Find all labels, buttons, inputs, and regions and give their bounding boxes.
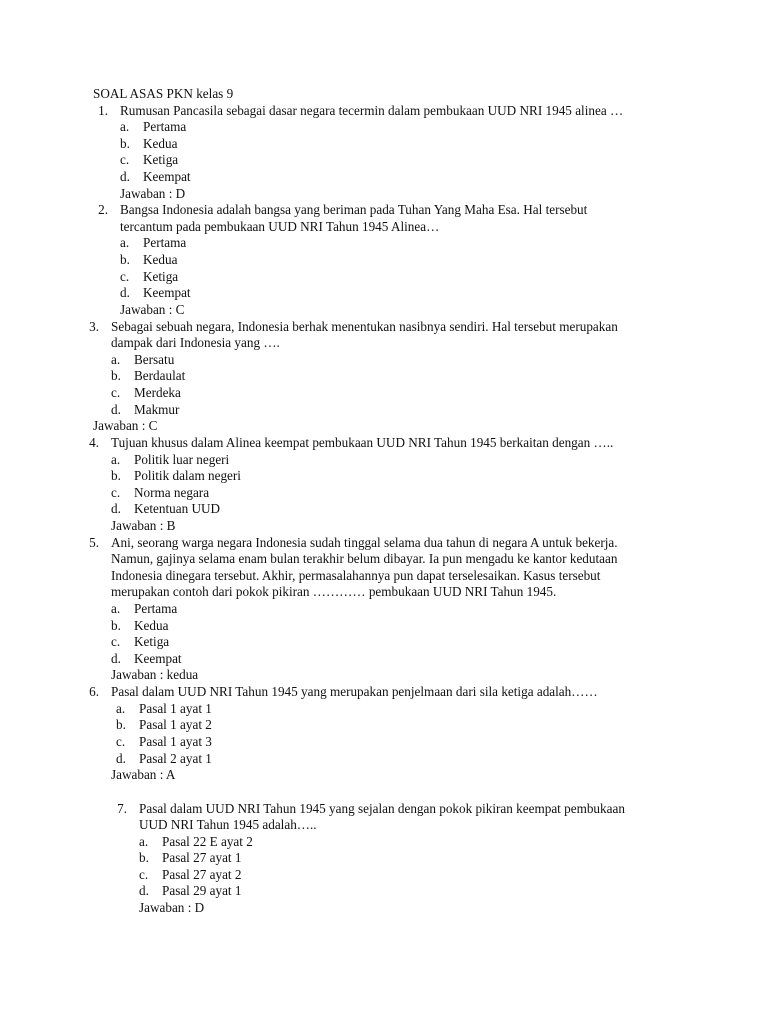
- answer-option: [116, 717, 768, 734]
- option-letter: a.: [120, 119, 130, 135]
- option-text: Bersatu: [134, 351, 175, 367]
- answer-option: [111, 501, 768, 518]
- option-letter: a.: [111, 601, 121, 617]
- option-letter: b.: [139, 850, 149, 866]
- answer-option: [120, 169, 768, 186]
- answer-option: [111, 601, 768, 618]
- option-letter: d.: [120, 285, 130, 301]
- option-text: Politik dalam negeri: [134, 468, 241, 484]
- question-number: 3.: [89, 318, 99, 334]
- question-text: UUD NRI Tahun 1945 adalah…..: [139, 817, 317, 833]
- question-7: [0, 801, 768, 917]
- question-number: 5.: [89, 534, 99, 550]
- question-number: 6.: [89, 684, 99, 700]
- question-text: Rumusan Pancasila sebagai dasar negara tecermin dalam pembukaan UUD NRI 1945 alinea …: [120, 102, 624, 118]
- option-text: Pertama: [134, 601, 178, 617]
- option-letter: b.: [116, 717, 126, 733]
- answer-option: [111, 368, 768, 385]
- answer-option: [111, 618, 768, 635]
- question-text: tercantum pada pembukaan UUD NRI Tahun 1945 Alinea…: [120, 218, 440, 234]
- option-letter: d.: [111, 401, 121, 417]
- question-text-line: [0, 817, 768, 834]
- question-1: [0, 103, 768, 203]
- option-letter: d.: [139, 883, 149, 899]
- answer-key: Jawaban : C: [93, 418, 158, 434]
- answer-option: [111, 634, 768, 651]
- answer-option: [139, 834, 768, 851]
- answer-option: [111, 385, 768, 402]
- answer-option: [120, 235, 768, 252]
- option-letter: c.: [139, 866, 149, 882]
- option-text: Ketiga: [143, 152, 179, 168]
- option-letter: c.: [120, 152, 130, 168]
- question-text: Bangsa Indonesia adalah bangsa yang beriman pada Tuhan Yang Maha Esa. Hal tersebut: [120, 202, 588, 218]
- answer-option: [139, 883, 768, 900]
- question-4: [0, 435, 768, 535]
- answer-option: [139, 867, 768, 884]
- question-text: Pasal dalam UUD NRI Tahun 1945 yang merupakan penjelmaan dari sila ketiga adalah……: [111, 684, 598, 700]
- option-text: Merdeka: [134, 384, 181, 400]
- option-letter: a.: [111, 451, 121, 467]
- answer-option: [120, 152, 768, 169]
- option-text: Keempat: [143, 168, 191, 184]
- option-text: Pertama: [143, 119, 187, 135]
- question-number: 2.: [98, 202, 108, 218]
- question-3: [0, 319, 768, 435]
- answer-option: [120, 252, 768, 269]
- option-text: Kedua: [143, 135, 178, 151]
- question-text: merupakan contoh dari pokok pikiran ………… pembukaan UUD NRI Tahun 1945.: [111, 584, 557, 600]
- option-letter: d.: [120, 168, 130, 184]
- answer-option: [111, 452, 768, 469]
- document-title: SOAL ASAS PKN kelas 9: [93, 86, 234, 101]
- option-text: Pasal 2 ayat 1: [139, 750, 212, 766]
- answer-option: [116, 734, 768, 751]
- option-text: Pasal 1 ayat 3: [139, 733, 212, 749]
- option-text: Pasal 1 ayat 1: [139, 700, 212, 716]
- option-letter: b.: [120, 135, 130, 151]
- question-text: Ani, seorang warga negara Indonesia sudah tinggal selama dua tahun di negara A untuk bekerja.: [111, 534, 618, 550]
- question-text-line: [0, 435, 768, 452]
- answer-option: [139, 850, 768, 867]
- option-text: Kedua: [143, 252, 178, 268]
- option-text: Kedua: [134, 617, 169, 633]
- answer-option: [116, 751, 768, 768]
- option-text: Pasal 22 E ayat 2: [162, 833, 253, 849]
- option-letter: b.: [111, 368, 121, 384]
- question-text-line: [0, 535, 768, 552]
- option-text: Pasal 1 ayat 2: [139, 717, 212, 733]
- option-letter: d.: [111, 650, 121, 666]
- option-text: Ketiga: [143, 268, 179, 284]
- question-5: [0, 535, 768, 684]
- option-text: Politik luar negeri: [134, 451, 230, 467]
- option-text: Keempat: [143, 285, 191, 301]
- question-text-line: [0, 584, 768, 601]
- question-text-line: [0, 551, 768, 568]
- question-text-line: [0, 335, 768, 352]
- option-letter: a.: [139, 833, 149, 849]
- question-6: [0, 684, 768, 784]
- question-text-line: [0, 684, 768, 701]
- question-text: Pasal dalam UUD NRI Tahun 1945 yang sejalan dengan pokok pikiran keempat pembukaan: [139, 800, 625, 816]
- answer-option: [116, 701, 768, 718]
- answer-option: [111, 402, 768, 419]
- question-number: 4.: [89, 435, 99, 450]
- question-text-line: [0, 219, 768, 236]
- answer-option: [120, 269, 768, 286]
- answer-key: Jawaban : kedua: [111, 667, 199, 683]
- answer-option: [111, 468, 768, 485]
- option-text: Pasal 29 ayat 1: [162, 883, 242, 899]
- option-letter: c.: [111, 634, 121, 650]
- answer-option: [120, 136, 768, 153]
- question-number: 7.: [117, 800, 127, 816]
- question-text-line: [0, 103, 768, 120]
- question-text-line: [0, 568, 768, 585]
- answer-key: Jawaban : C: [120, 301, 185, 317]
- question-text-line: [0, 801, 768, 818]
- answer-option: [120, 119, 768, 136]
- answer-key: Jawaban : D: [139, 900, 205, 916]
- option-text: Keempat: [134, 650, 182, 666]
- answer-key: Jawaban : D: [120, 185, 186, 201]
- option-letter: c.: [111, 484, 121, 500]
- option-letter: b.: [111, 468, 121, 484]
- question-text-line: [0, 202, 768, 219]
- answer-key: Jawaban : B: [111, 517, 176, 533]
- question-text: Tujuan khusus dalam Alinea keempat pembukaan UUD NRI Tahun 1945 berkaitan dengan …..: [111, 435, 614, 450]
- answer-option: [111, 485, 768, 502]
- question-2: [0, 202, 768, 318]
- question-text-line: [0, 319, 768, 336]
- option-letter: c.: [111, 384, 121, 400]
- question-text: Indonesia dinegara tersebut. Akhir, permasalahannya pun dapat terselesaikan. Kasus tersebut: [111, 567, 601, 583]
- answer-option: [111, 352, 768, 369]
- option-text: Makmur: [134, 401, 180, 417]
- answer-option: [111, 651, 768, 668]
- option-letter: b.: [111, 617, 121, 633]
- option-letter: b.: [120, 252, 130, 268]
- question-number: 1.: [98, 102, 108, 118]
- option-letter: a.: [111, 351, 121, 367]
- option-letter: d.: [111, 501, 121, 517]
- option-text: Pasal 27 ayat 1: [162, 850, 242, 866]
- option-letter: c.: [120, 268, 130, 284]
- option-letter: a.: [120, 235, 130, 251]
- option-text: Ketentuan UUD: [134, 501, 221, 517]
- answer-option: [120, 285, 768, 302]
- option-text: Ketiga: [134, 634, 170, 650]
- option-letter: c.: [116, 733, 126, 749]
- option-letter: d.: [116, 750, 126, 766]
- question-text: Namun, gajinya selama enam bulan terakhir belum dibayar. Ia pun mengadu ke kantor kedutaan: [111, 551, 618, 567]
- option-text: Pertama: [143, 235, 187, 251]
- option-letter: a.: [116, 700, 126, 716]
- answer-key: Jawaban : A: [111, 767, 176, 783]
- question-text: dampak dari Indonesia yang ….: [111, 335, 280, 351]
- question-text: Sebagai sebuah negara, Indonesia berhak menentukan nasibnya sendiri. Hal tersebut merupakan: [111, 318, 618, 334]
- option-text: Berdaulat: [134, 368, 186, 384]
- option-text: Norma negara: [134, 484, 210, 500]
- option-text: Pasal 27 ayat 2: [162, 866, 242, 882]
